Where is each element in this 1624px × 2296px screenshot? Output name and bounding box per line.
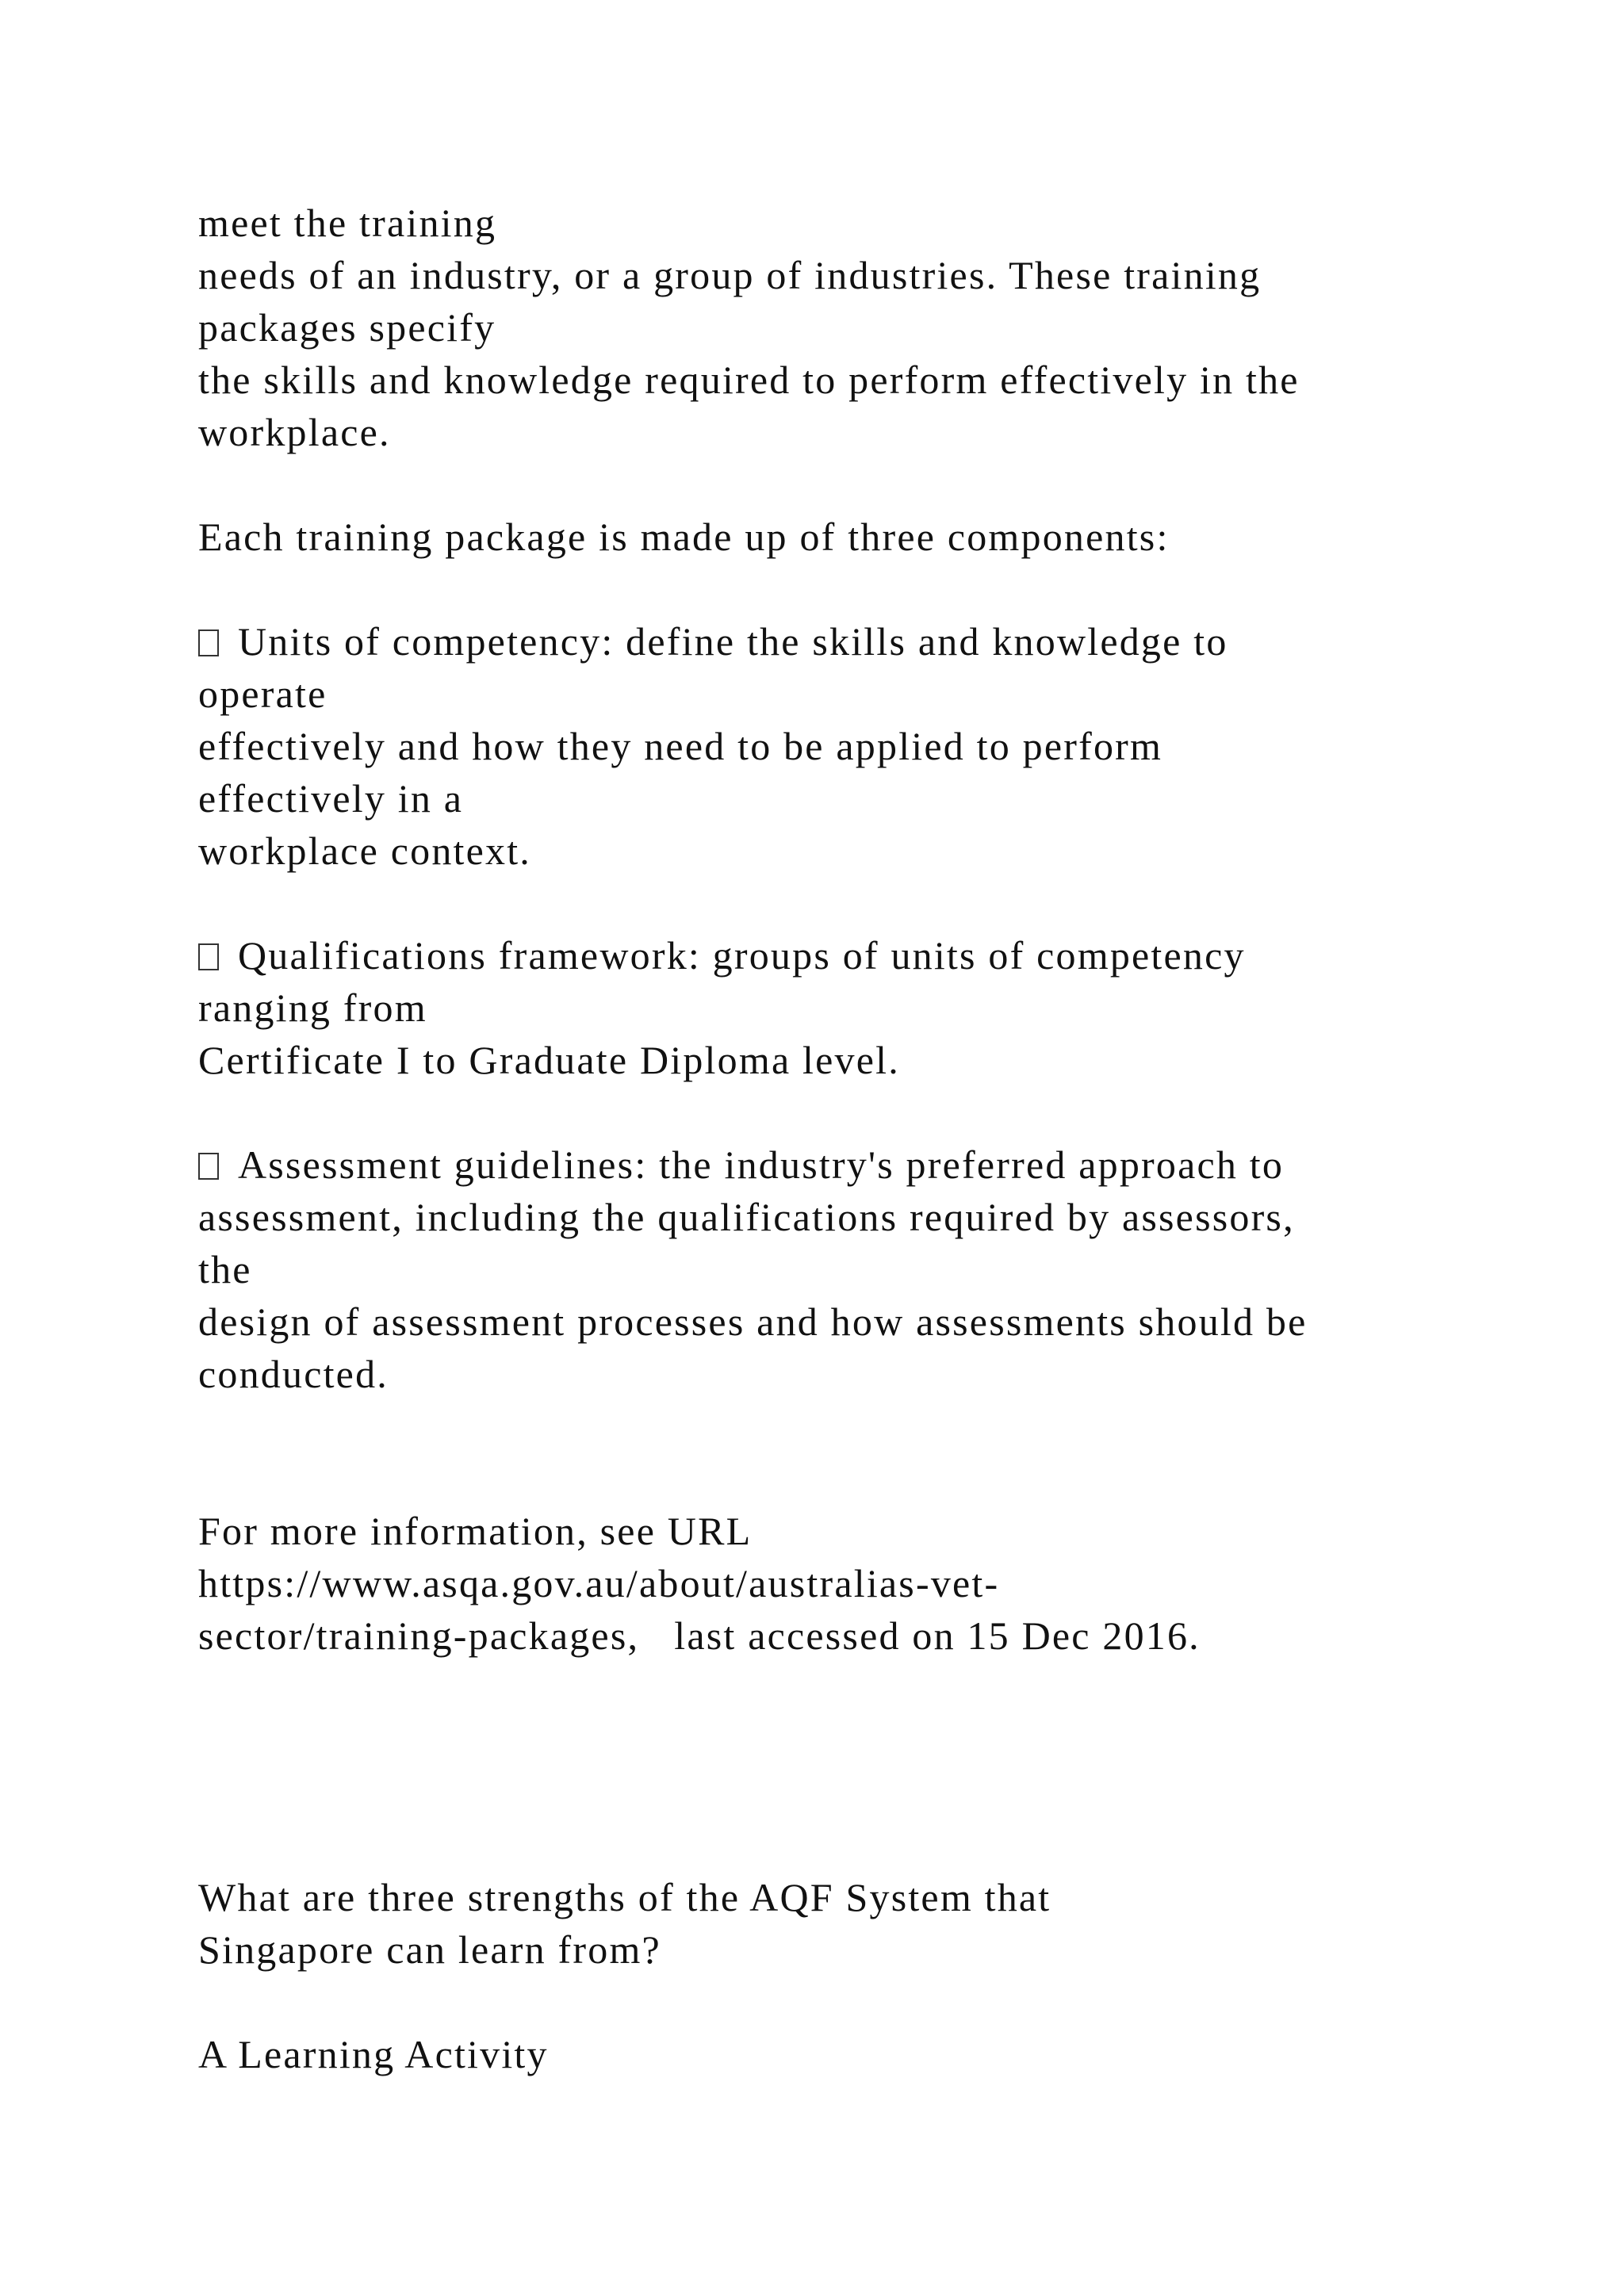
- intro-line: packages specify: [198, 305, 496, 350]
- spacer: [198, 458, 1507, 511]
- bullet-units-line: workplace context.: [198, 828, 531, 873]
- spacer: [198, 1086, 1507, 1138]
- more-info-url-line: sector/training-packages, last accessed on 15 Dec 2016.: [198, 1613, 1201, 1658]
- spacer: [198, 563, 1507, 615]
- spacer: [198, 1452, 1507, 1505]
- question-line: What are three strengths of the AQF System that: [198, 1875, 1051, 1919]
- intro-line: workplace.: [198, 410, 391, 454]
- intro-line: the skills and knowledge required to perform effectively in the: [198, 358, 1300, 402]
- bullet-units-line: operate: [198, 672, 327, 716]
- bullet-units-line: effectively in a: [198, 776, 464, 821]
- bullet-qualifications-line: [198, 929, 1507, 982]
- spacer: [198, 1976, 1507, 2028]
- bullet-assessment-line: the: [198, 1247, 252, 1292]
- bullet-units-text: Units of competency: define the skills and knowledge to: [238, 619, 1228, 664]
- bullet-units-line: [198, 615, 1507, 668]
- intro-line: meet the training: [198, 201, 497, 245]
- spacer: [198, 1766, 1507, 1819]
- bullet-qualifications-line: ranging from: [198, 985, 427, 1030]
- spacer: [198, 877, 1507, 929]
- spacer: [198, 1714, 1507, 1766]
- bullet-assessment-line: design of assessment processes and how assessments should be: [198, 1299, 1308, 1344]
- spacer: [198, 1662, 1507, 1714]
- more-info-line: For more information, see URL: [198, 1509, 753, 1553]
- bullet-qualifications-text: Qualifications framework: groups of units of competency: [238, 933, 1246, 978]
- spacer: [198, 1819, 1507, 1871]
- bullet-assessment-line: conducted.: [198, 1352, 389, 1396]
- bullet-assessment-line: [198, 1138, 1507, 1191]
- spacer: [198, 1400, 1507, 1452]
- bullet-box-icon: [198, 1153, 219, 1180]
- bullet-assessment-line: assessment, including the qualifications required by assessors,: [198, 1195, 1295, 1239]
- bullet-qualifications-line: Certificate I to Graduate Diploma level.: [198, 1038, 900, 1082]
- more-info-url-line: https://www.asqa.gov.au/about/australias-vet-: [198, 1561, 1000, 1605]
- intro-line: needs of an industry, or a group of industries. These training: [198, 253, 1262, 297]
- bullet-box-icon: [198, 943, 219, 970]
- bullet-units-line: effectively and how they need to be applied to perform: [198, 724, 1163, 768]
- document-body: [198, 197, 1507, 2080]
- question-line: Singapore can learn from?: [198, 1927, 661, 1972]
- components-heading: Each training package is made up of three components:: [198, 515, 1170, 559]
- activity-label: A Learning Activity: [198, 2032, 549, 2076]
- bullet-box-icon: [198, 629, 219, 656]
- bullet-assessment-text: Assessment guidelines: the industry's preferred approach to: [238, 1142, 1285, 1187]
